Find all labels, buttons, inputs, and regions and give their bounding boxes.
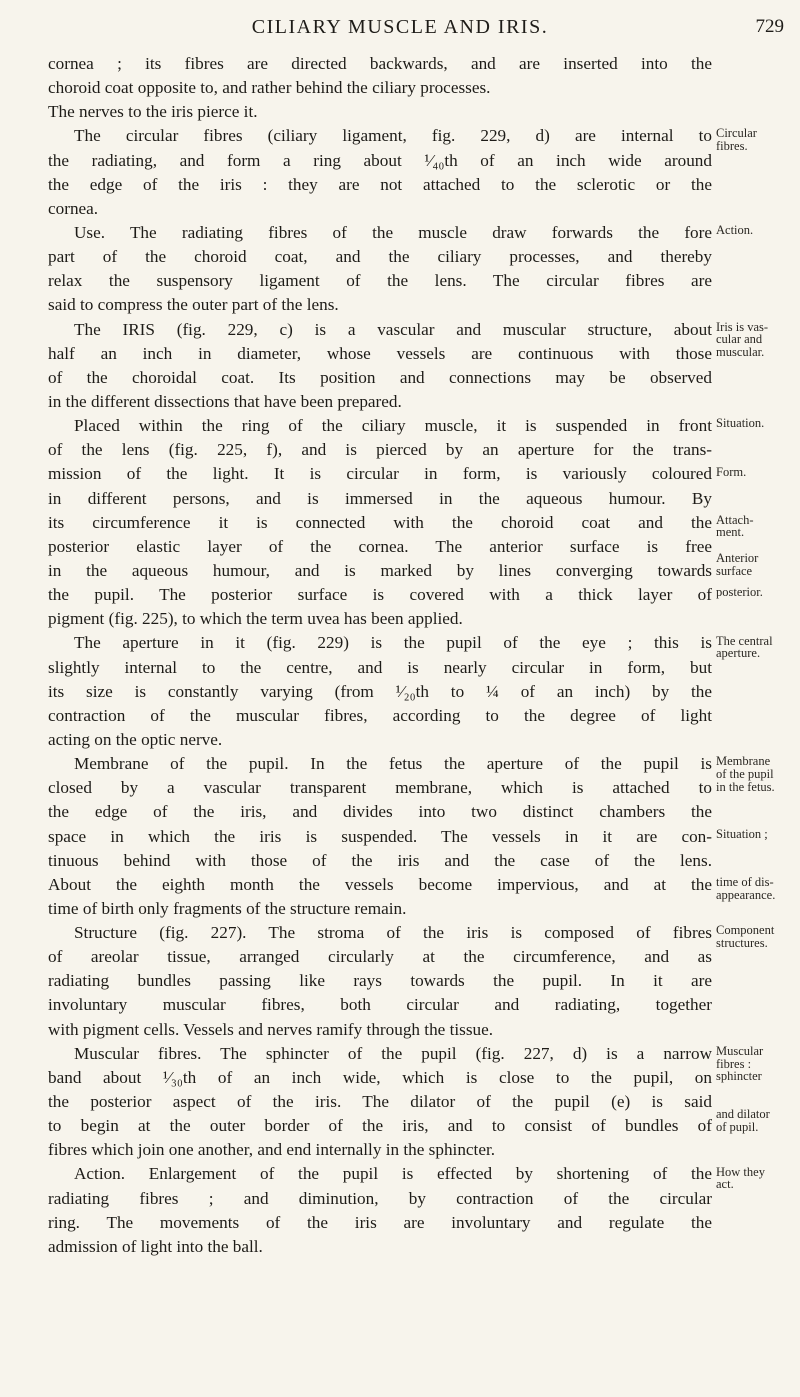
text-line: in different persons, and is immersed in the aqueous humour. By	[48, 488, 712, 508]
margin-note-line: Attach-	[716, 512, 754, 527]
margin-note-line: Action.	[716, 223, 754, 238]
margin-note-line: structures.	[716, 935, 768, 950]
text-line: the radiating, and form a ring about ¹⁄₄₀th of an inch wide around	[48, 150, 712, 170]
margin-note-line: act.	[716, 1177, 734, 1192]
text-line: Placed within the ring of the ciliary muscle, it is suspended in front	[74, 416, 712, 436]
margin-note-line: Situation.	[716, 416, 765, 431]
margin-note-line: of pupil.	[716, 1119, 759, 1134]
text-line: The circular fibres (ciliary ligament, fig. 229, d) are internal to	[74, 126, 712, 146]
margin-note	[716, 635, 773, 660]
margin-note	[716, 876, 775, 901]
text-line: acting on the optic nerve.	[48, 729, 223, 749]
text-line: cornea.	[48, 198, 99, 218]
margin-note-line: Muscular	[716, 1044, 764, 1059]
margin-note	[716, 828, 768, 841]
margin-note-line: surface	[716, 564, 753, 579]
text-line: to begin at the outer border of the iris, and to consist of bundles of	[48, 1116, 712, 1136]
text-line: relax the suspensory ligament of the lens. The circular fibres are	[48, 271, 712, 291]
margin-note	[716, 924, 774, 949]
margin-note-line: ment.	[716, 525, 745, 540]
text-line: slightly internal to the centre, and is nearly circular in form, but	[48, 657, 712, 677]
margin-note-line: fibres :	[716, 1056, 752, 1071]
text-line: said to compress the outer part of the lens.	[48, 295, 339, 315]
margin-note	[716, 552, 758, 577]
margin-note	[716, 514, 753, 539]
text-line: band about ¹⁄₃₀th of an inch wide, which is close to the pupil, on	[48, 1067, 712, 1087]
body-text	[48, 52, 712, 1259]
text-line: radiating bundles passing like rays towards the pupil. In it are	[48, 971, 712, 991]
margin-note	[716, 466, 746, 479]
text-line: The nerves to the iris pierce it.	[48, 102, 258, 122]
text-line: closed by a vascular transparent membrane, which is attached to	[48, 778, 712, 798]
margin-note-line: time of dis-	[716, 875, 774, 890]
margin-note	[716, 127, 757, 152]
text-line: of the lens (fig. 225, f), and is pierced by an aperture for the trans-	[48, 440, 712, 460]
text-line: The IRIS (fig. 229, c) is a vascular and muscular structure, about	[74, 319, 712, 339]
margin-note-line: The central	[716, 633, 773, 648]
text-line: posterior elastic layer of the cornea. The anterior surface is free	[48, 536, 712, 556]
margin-note-line: of the pupil	[716, 766, 774, 781]
text-line: ring. The movements of the iris are involuntary and regulate the	[48, 1212, 712, 1232]
margin-note-line: Situation ;	[716, 826, 768, 841]
margin-note	[716, 1045, 763, 1083]
text-line: the posterior aspect of the iris. The dilator of the pupil (e) is said	[48, 1092, 712, 1112]
text-line: pigment (fig. 225), to which the term uvea has been applied.	[48, 609, 463, 629]
margin-note-line: How they	[716, 1164, 765, 1179]
text-line: time of birth only fragments of the structure remain.	[48, 898, 407, 918]
margin-note-line: muscular.	[716, 344, 765, 359]
margin-note-line: and dilator	[716, 1106, 770, 1121]
text-line: Membrane of the pupil. In the fetus the aperture of the pupil is	[74, 754, 712, 774]
margin-note-line: Form.	[716, 464, 747, 479]
margin-note	[716, 321, 768, 359]
margin-note-line: appearance.	[716, 887, 776, 902]
text-line: the edge of the iris : they are not attached to the sclerotic or the	[48, 174, 712, 194]
margin-note	[716, 586, 763, 599]
text-line: in the aqueous humour, and is marked by lines converging towards	[48, 560, 712, 580]
margin-note-line: sphincter	[716, 1069, 762, 1084]
margin-note-line: posterior.	[716, 585, 763, 600]
text-line: admission of light into the ball.	[48, 1236, 263, 1256]
text-line: space in which the iris is suspended. The vessels in it are con-	[48, 826, 712, 846]
text-line: in the different dissections that have been prepared.	[48, 391, 402, 411]
text-line: About the eighth month the vessels become impervious, and at the	[48, 874, 712, 894]
running-head	[10, 12, 790, 46]
text-line: choroid coat opposite to, and rather behind the ciliary processes.	[48, 78, 491, 98]
margin-note-line: Iris is vas-	[716, 319, 769, 334]
margin-note-line: fibres.	[716, 139, 748, 154]
text-line: radiating fibres ; and diminution, by contraction of the circular	[48, 1188, 712, 1208]
margin-note-line: Membrane	[716, 754, 771, 769]
text-line: part of the choroid coat, and the ciliary processes, and thereby	[48, 247, 712, 267]
margin-note	[716, 1166, 765, 1191]
text-line: The aperture in it (fig. 229) is the pupil of the eye ; this is	[74, 633, 712, 653]
margin-note	[716, 755, 775, 793]
text-line: its size is constantly varying (from ¹⁄₂₀th to ¼ of an inch) by the	[48, 681, 712, 701]
text-line: Use. The radiating fibres of the muscle draw forwards the fore	[74, 222, 712, 242]
text-line: with pigment cells. Vessels and nerves ramify through the tissue.	[48, 1019, 494, 1039]
margin-note	[716, 417, 764, 430]
text-line: its circumference it is connected with the choroid coat and the	[48, 512, 712, 532]
page-number: 729	[755, 16, 784, 37]
text-line: Action. Enlargement of the pupil is effected by shortening of the	[74, 1164, 712, 1184]
running-title: CILIARY MUSCLE AND IRIS.	[251, 16, 549, 38]
margin-note-line: Anterior	[716, 551, 759, 566]
margin-note	[716, 1108, 770, 1133]
text-line: of areolar tissue, arranged circularly at the circumference, and as	[48, 947, 712, 967]
text-line: cornea ; its fibres are directed backwards, and are inserted into the	[48, 54, 712, 73]
margin-note-line: Component	[716, 923, 775, 938]
text-line: of the choroidal coat. Its position and connections may be observed	[48, 367, 712, 387]
text-line: the edge of the iris, and divides into two distinct chambers the	[48, 802, 712, 822]
text-line: mission of the light. It is circular in form, is variously coloured	[48, 464, 712, 484]
text-line: Structure (fig. 227). The stroma of the iris is composed of fibres	[74, 923, 712, 943]
margin-note	[716, 224, 753, 237]
margin-note-line: in the fetus.	[716, 779, 775, 794]
text-line: contraction of the muscular fibres, according to the degree of light	[48, 705, 712, 725]
margin-note-line: cular and	[716, 332, 763, 347]
text-line: involuntary muscular fibres, both circular and radiating, together	[48, 995, 712, 1015]
text-line: the pupil. The posterior surface is covered with a thick layer of	[48, 585, 712, 605]
text-line: tinuous behind with those of the iris and the case of the lens.	[48, 850, 712, 870]
margin-note-line: Circular	[716, 126, 757, 141]
text-line: half an inch in diameter, whose vessels are continuous with those	[48, 343, 712, 363]
margin-note-line: aperture.	[716, 646, 761, 661]
text-line: Muscular fibres. The sphincter of the pupil (fig. 227, d) is a narrow	[74, 1043, 712, 1063]
text-line: fibres which join one another, and end internally in the sphincter.	[48, 1140, 496, 1160]
